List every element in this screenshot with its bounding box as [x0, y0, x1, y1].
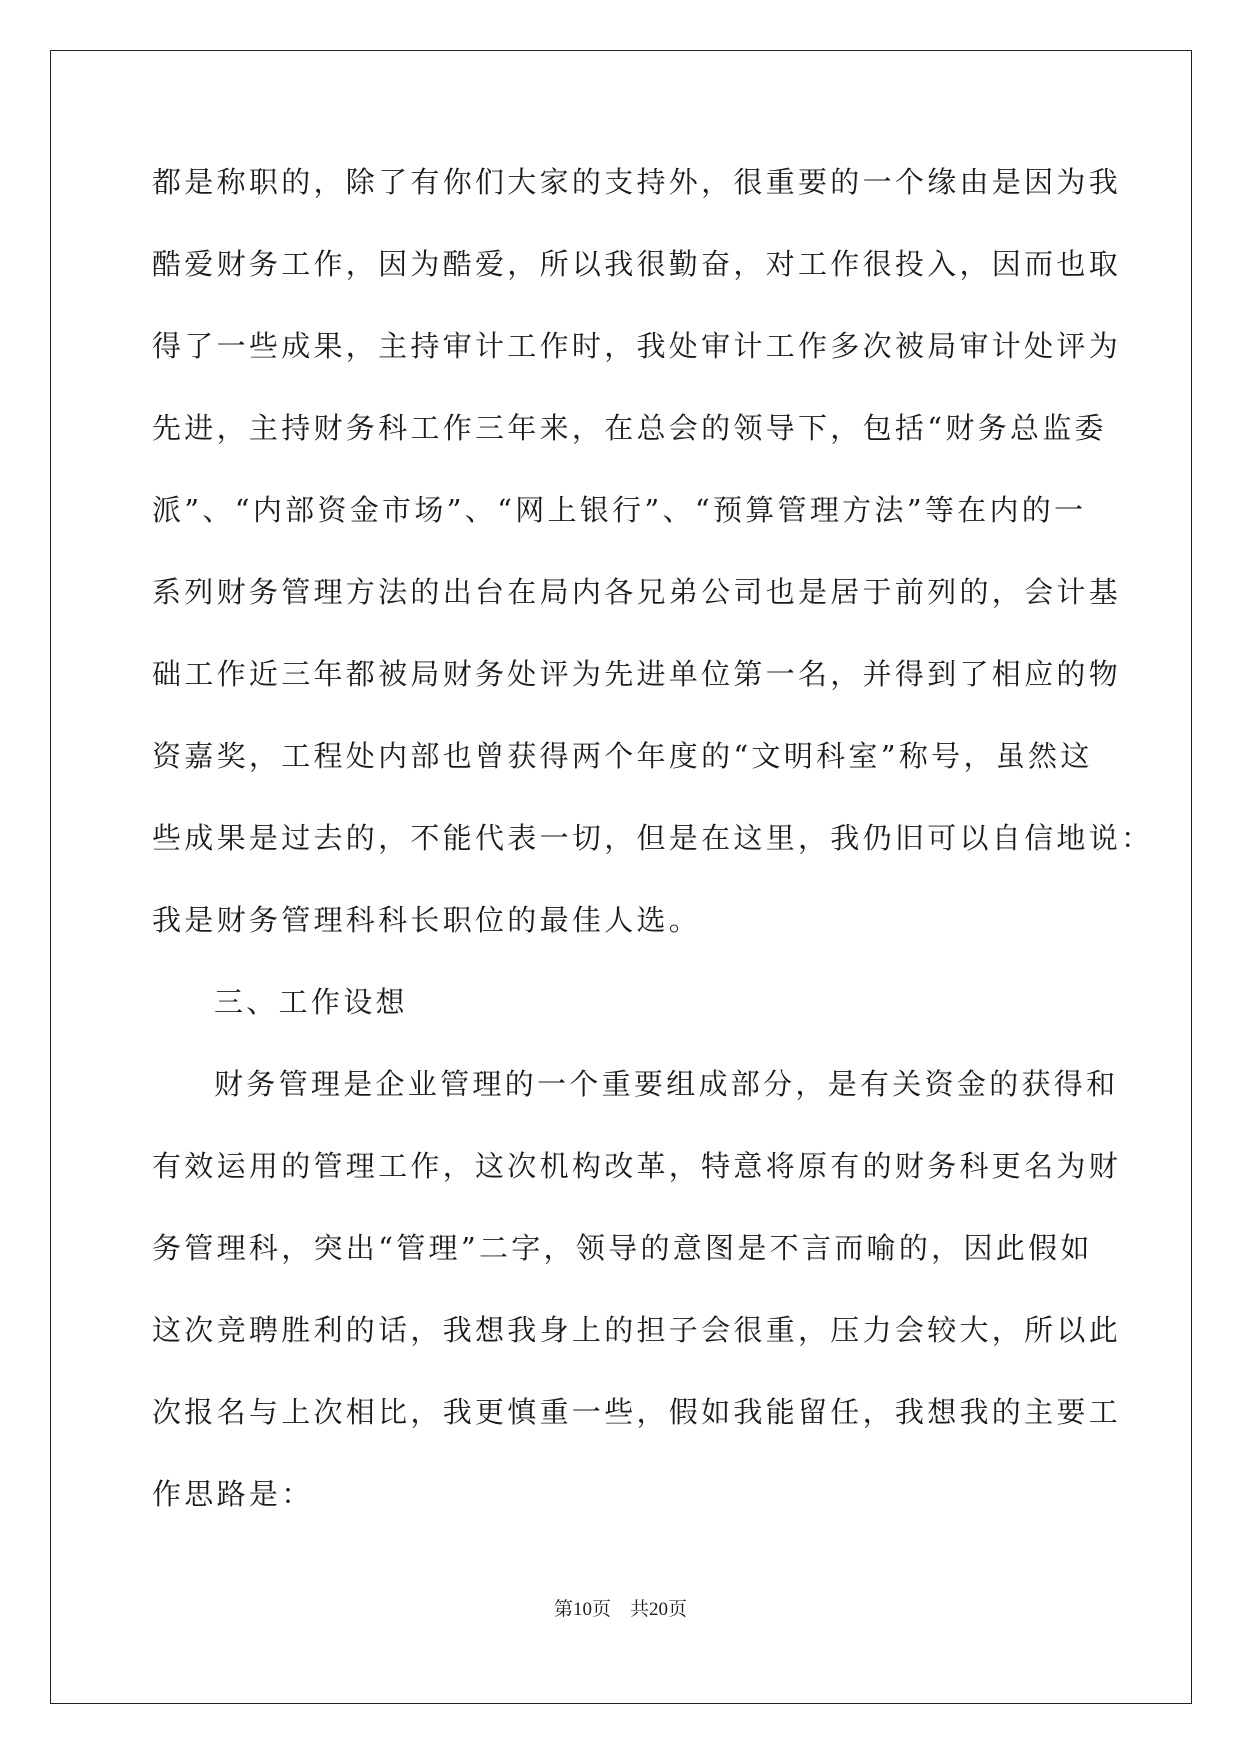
- text-line: 础工作近三年都被局财务处评为先进单位第一名，并得到了相应的物: [152, 657, 1122, 691]
- page-number-footer: 第10页 共20页: [553, 1599, 687, 1620]
- text-line: 作思路是：: [152, 1477, 314, 1511]
- text-line: 派”、“内部资金市场”、“网上银行”、“预算管理方法”等在内的一: [152, 493, 1087, 527]
- text-line: 资嘉奖，工程处内部也曾获得两个年度的“文明科室”称号，虽然这: [152, 739, 1093, 773]
- section-heading: 三、工作设想: [214, 985, 408, 1019]
- text-line: 些成果是过去的，不能代表一切，但是在这里，我仍旧可以自信地说：: [152, 821, 1154, 855]
- text-line: 酷爱财务工作，因为酷爱，所以我很勤奋，对工作很投入，因而也取: [152, 247, 1122, 281]
- text-line: 得了一些成果，主持审计工作时，我处审计工作多次被局审计处评为: [152, 329, 1122, 363]
- text-line: 次报名与上次相比，我更慎重一些，假如我能留任，我想我的主要工: [152, 1395, 1122, 1429]
- text-line: 系列财务管理方法的出台在局内各兄弟公司也是居于前列的，会计基: [152, 575, 1122, 609]
- text-line: 这次竞聘胜利的话，我想我身上的担子会很重，压力会较大，所以此: [152, 1313, 1122, 1347]
- document-body: [152, 162, 1154, 1556]
- text-line: 都是称职的，除了有你们大家的支持外，很重要的一个缘由是因为我: [152, 165, 1122, 199]
- text-line: 财务管理是企业管理的一个重要组成部分，是有关资金的获得和: [214, 1067, 1119, 1101]
- text-line: 我是财务管理科科长职位的最佳人选。: [152, 903, 702, 937]
- text-line: 务管理科，突出“管理”二字，领导的意图是不言而喻的，因此假如: [152, 1231, 1093, 1265]
- text-line: 先进，主持财务科工作三年来，在总会的领导下，包括“财务总监委: [152, 411, 1107, 445]
- text-line: 有效运用的管理工作，这次机构改革，特意将原有的财务科更名为财: [152, 1149, 1122, 1183]
